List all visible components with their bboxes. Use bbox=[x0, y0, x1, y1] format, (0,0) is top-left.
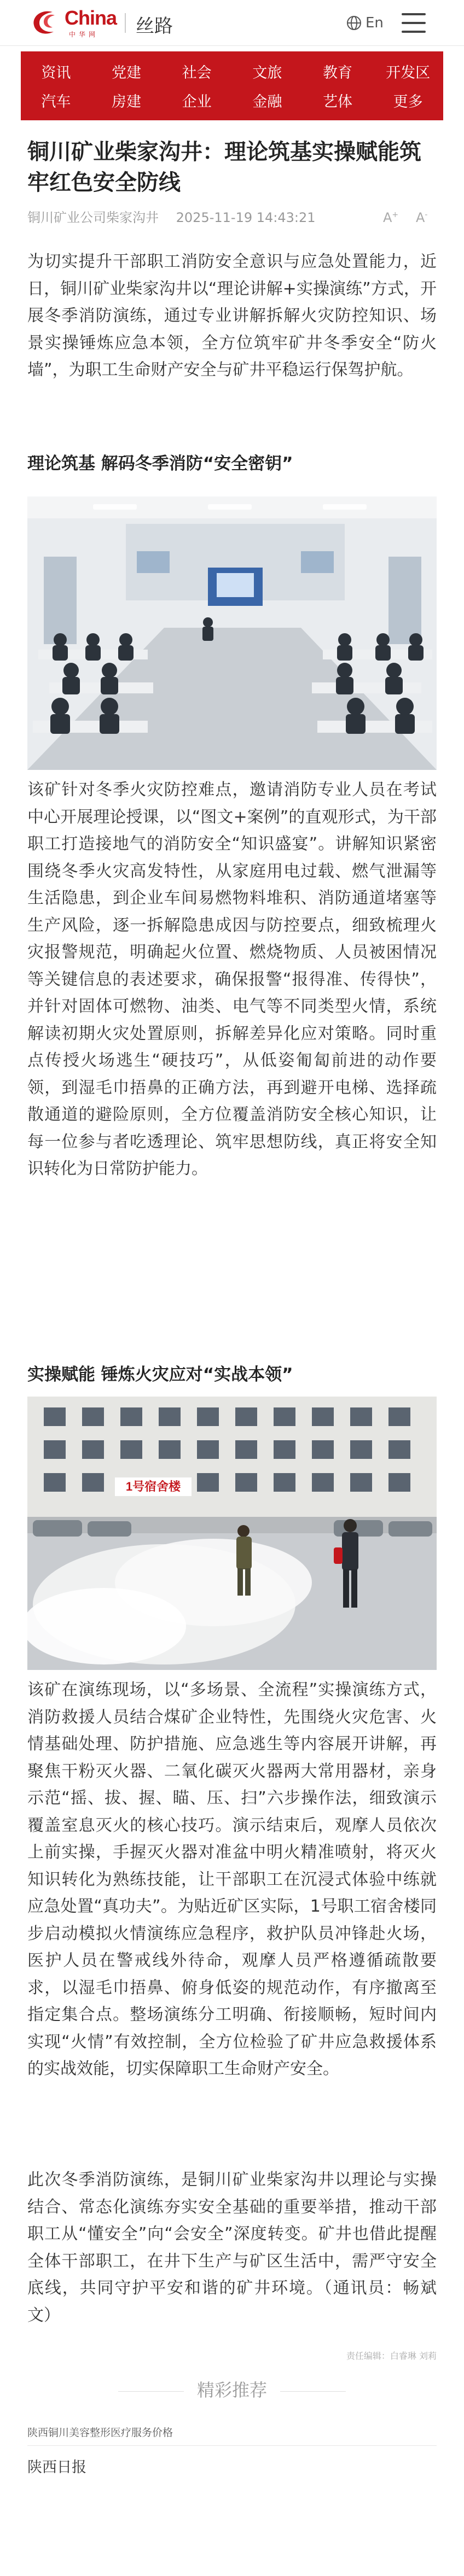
hamburger-menu-icon[interactable] bbox=[402, 12, 426, 34]
nav-item-society[interactable]: 社会 bbox=[182, 65, 212, 81]
article-title: 铜川矿业柴家沟井：理论筑基实操赋能筑牢红色安全防线 bbox=[27, 139, 421, 195]
font-increase-button[interactable]: A+ bbox=[383, 210, 399, 225]
article-paragraph: 此次冬季消防演练，是铜川矿业柴家沟井以理论与实操结合、常态化演练夯实安全基础的重要举措，推动干部职工从“懂安全”向“会安全”深度转变。矿井也借此提醒全体干部职工，在井下生产与矿区生活中，需严守安全底线，共同守护平安和谐的矿井环境。（通讯员：畅斌文） bbox=[27, 2170, 437, 2325]
language-label: En bbox=[366, 15, 384, 31]
nav-item-enterprise[interactable]: 企业 bbox=[182, 94, 212, 110]
nav-item-real-estate[interactable]: 房建 bbox=[111, 94, 141, 110]
lecture-photo bbox=[27, 496, 437, 770]
nav-item-party[interactable]: 党建 bbox=[111, 65, 141, 81]
nav-item-education[interactable]: 教育 bbox=[322, 65, 352, 81]
logo-brand-subtitle: 中华网 bbox=[69, 31, 99, 38]
language-switch[interactable] bbox=[346, 11, 384, 35]
nav-item-news[interactable]: 资讯 bbox=[41, 65, 71, 81]
china-com-logo[interactable] bbox=[31, 5, 118, 40]
article-paragraph: 该矿针对冬季火灾防控难点，邀请消防专业人员在考试中心开展理论授课，以“图文+案例”的直观形式，为干部职工打造接地气的消防安全“知识盛宴”。讲解知识紧密围绕冬季火灾高发特性，从家庭用电过载、燃气泄漏等生活隐患，到企业车间易燃物料堆积、消防通道堵塞等生产风险，逐一拆解隐患成因与防控要点，细致梳理火灾报警规范，明确起火位置、燃烧物质、人员被困情况等关键信息的表述要求，确保报警“报得准、传得快”，并针对固体可燃物、油类、电气等不同类型火情，系统解读初期火灾处置原则，拆解差异化应对策略。同时重点传授火场逃生“硬技巧”，从低姿匍匐前进的动作要领，到湿毛巾捂鼻的正确方法，再到避开电梯、选择疏散通道的避险原则，全方位覆盖消防安全核心知识，让每一位参与者吃透理论、筑牢思想防线，真正将安全知识转化为日常防护能力。 bbox=[27, 780, 437, 1178]
article-meta bbox=[27, 207, 356, 226]
editor-caption: 责任编辑：白睿琳 刘莉 bbox=[346, 2351, 437, 2361]
article-paragraph: 该矿在演练现场，以“多场景、全流程”实操演练方式，消防救援人员结合煤矿企业特性，先围绕火灾危害、火情基础处理、防护措施、应急逃生等内容展开讲解，再聚焦干粉灭火器、二氧化碳灭火器两大常用器材，亲身示范“摇、拔、握、瞄、压、扫”六步操作法，细致演示覆盖室息灭火的核心技巧。演示结束后，观摩人员依次上前实操，手握灭火器对准盆中明火精准喷射，将灭火知识转化为熟练技能，让干部职工在沉浸式体验中练就应急处置“真功夫”。为贴近矿区实际，1号职工宿舍楼同步启动模拟火情演练应急程序，救护队员冲锋赴火场，医护人员在警戒线外待命，观摩人员严格遵循疏散要求，以湿毛巾捂鼻、俯身低姿的规范动作，有序撤离至指定集合点。整场演练分工明确、衔接顺畅，短时间内实现“火情”有效控制，全方位检验了矿井应急救援体系的实战效能，切实保障职工生命财产安全。 bbox=[27, 1680, 437, 2078]
article-datetime: 2025-11-19 14:43:21 bbox=[176, 210, 316, 225]
globe-icon bbox=[346, 15, 362, 31]
recommend-item[interactable]: 陕西日报 bbox=[27, 2459, 86, 2476]
recommend-section-title: 精彩推荐 bbox=[0, 2376, 464, 2402]
section-heading: 实操赋能 锤炼火灾应对“实战本领” bbox=[27, 1365, 293, 1385]
recommend-item[interactable]: 陕西铜川美容整形医疗服务价格 bbox=[27, 2427, 173, 2439]
article-paragraph: 为切实提升干部职工消防安全意识与应急处置能力，近日，铜川矿业柴家沟井以“理论讲解+实操演练”方式，开展冬季消防演练，通过专业讲解拆解火灾防控知识、场景实操锤炼应急本领，全方位筑牢矿井冬季安全“防火墙”，为职工生命财产安全与矿井平稳运行保驾护航。 bbox=[27, 252, 437, 379]
top-header bbox=[0, 0, 464, 46]
header-divider bbox=[125, 13, 126, 33]
font-decrease-button[interactable]: A- bbox=[416, 210, 428, 225]
nav-item-dev-zone[interactable]: 开发区 bbox=[386, 65, 431, 81]
dormitory-sign: 1号宿舍楼 bbox=[125, 1480, 181, 1493]
nav-item-culture-travel[interactable]: 文旅 bbox=[252, 65, 282, 81]
category-nav bbox=[21, 51, 443, 120]
logo-swoosh-icon bbox=[31, 8, 60, 37]
nav-item-finance[interactable]: 金融 bbox=[252, 94, 282, 110]
nav-item-arts-sports[interactable]: 艺体 bbox=[322, 94, 352, 110]
article-source: 铜川矿业公司柴家沟井 bbox=[27, 210, 159, 225]
nav-item-more[interactable]: 更多 bbox=[393, 94, 423, 110]
channel-name[interactable]: 丝路 bbox=[136, 15, 173, 37]
logo-brand-text: China bbox=[65, 7, 117, 29]
drill-photo bbox=[27, 1397, 437, 1670]
section-heading: 理论筑基 解码冬季消防“安全密钥” bbox=[27, 454, 293, 474]
nav-item-auto[interactable]: 汽车 bbox=[41, 94, 71, 110]
recommend-divider bbox=[27, 2445, 437, 2446]
